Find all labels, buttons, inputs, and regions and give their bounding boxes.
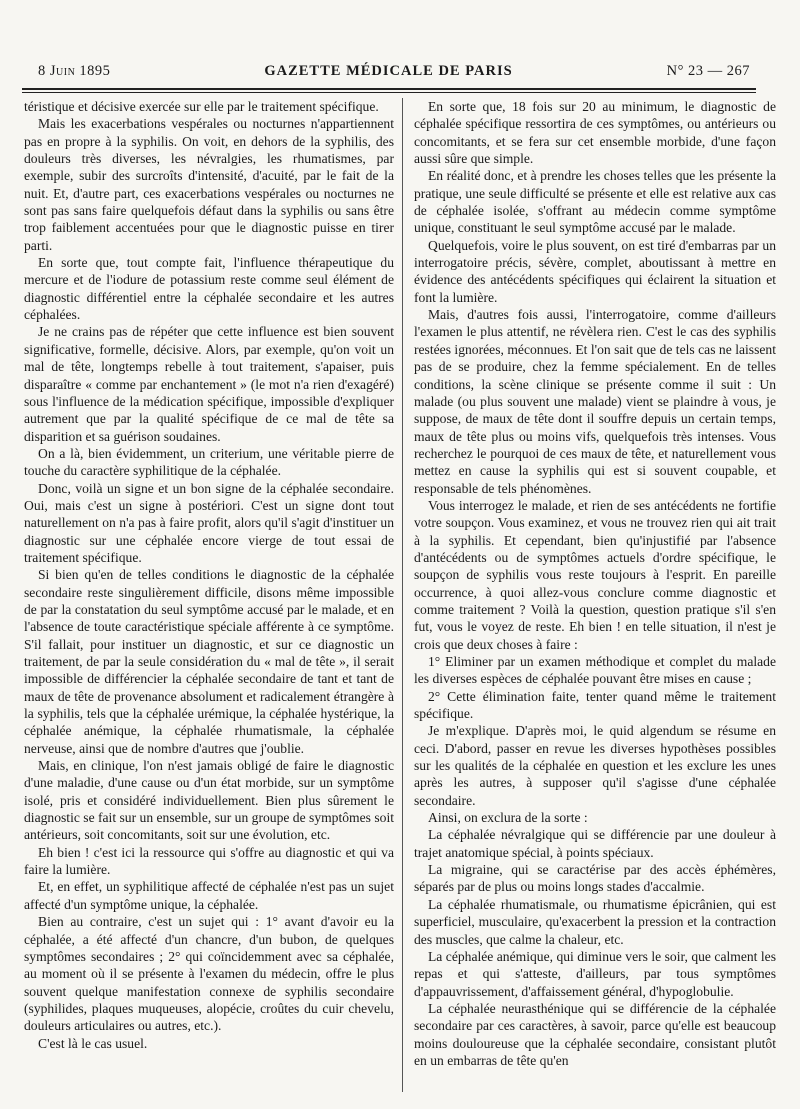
right-column [414,98,776,1069]
paragraph: 2° Cette élimination faite, tenter quand même le traitement spécifique. [414,688,776,722]
paragraph: Ainsi, on exclura de la sorte : [428,810,588,826]
header-date: 8 Juin 1895 [38,62,111,79]
paragraph: Eh bien ! c'est ici la ressource qui s'offre au diagnostic et qui va faire la lumière. [24,844,394,878]
paragraph: La céphalée neurasthénique qui se différencie de la céphalée secondaire par ces caractères, à savoir, parce qu'elle est beaucoup moins douloureuse que la céphalée secondaire, consistant plutôt en un embarras de tête qu'en [414,1000,776,1068]
paragraph: La céphalée rhumatismale, ou rhumatisme épicrânien, qui est superficiel, musculaire, qu'exacerbent la pression et la contraction des muscles, que calme la chaleur, etc. [414,896,776,947]
left-column [24,98,394,1052]
page-header [38,58,750,84]
paragraph: téristique et décisive exercée sur elle par le traitement spécifique. [24,99,379,114]
column-divider [402,98,403,1092]
paragraph: Je m'explique. D'après moi, le quid algendum se résume en ceci. D'abord, passer en revue les diverses hypothèses possibles sur les qualités de la céphalée en question et les exclure les unes après les autres, à supposer qu'il s'agisse d'une céphalée secondaire. [414,723,776,808]
paragraph: Mais les exacerbations vespérales ou nocturnes n'appartiennent pas en propre à la syphilis. On voit, en dehors de la syphilis, des douleurs très diverses, les névralgies, les rhumatismes, par exemple, subir des surcroîts d'intensité, d'acuité, par le fait de la nuit. Et, d'autre part, ces exacerbations vespérales ou nocturnes ne sont pas sans faire quelquefois défaut dans la syphilis ou sans être trop faiblement accentuées pour que le diagnostic puisse en tirer parti. [24,116,394,253]
paragraph: Donc, voilà un signe et un bon signe de la céphalée secondaire. Oui, mais c'est un signe à postériori. C'est un signe dont tout naturellement on n'a pas à faire profit, alors qu'il s'agit d'instituer un diagnostic sur une céphalée encore vierge de tout essai de traitement spécifique. [24,480,394,565]
paragraph: La migraine, qui se caractérise par des accès éphémères, séparés par de plus ou moins longs stades d'accalmie. [414,862,776,895]
issue-number: N° 23 — 267 [666,62,750,79]
paragraph: On a là, bien évidemment, un criterium, une véritable pierre de touche du caractère syphilitique de la céphalée. [24,445,394,479]
paragraph: La céphalée anémique, qui diminue vers le soir, que calment les repas et qui s'atteste, d'ailleurs, par tous symptômes d'appauvrissement, d'affaissement général, d'hypoglobulie. [414,948,776,999]
paragraph: Si bien qu'en de telles conditions le diagnostic de la céphalée secondaire reste singulièrement difficile, disons même impossible de par la constatation du seul symptôme accusé par le malade, et en l'absence de toute caractéristique spéciale afférente à ce symptôme. S'il fallait, pour instituer un diagnostic, et sur ce diagnostic un traitement, de par la seule considération du « mal de tête », il serait impossible de différencier la céphalée secondaire de tant et tant de maux de tête de provenance absolument et radicalement étrangère à la syphilis, tels que la céphalée urémique, la céphalée hystérique, la céphalée anémique, la céphalée rhumatismale, la céphalée nerveuse, ainsi que de nombre d'autres que j'oublie. [24,567,394,756]
paragraph: C'est là le cas usuel. [38,1035,148,1051]
paragraph: En sorte que, tout compte fait, l'influence thérapeutique du mercure et de l'iodure de potassium reste comme seul élément de diagnostic différentiel entre la céphalée secondaire et les autres céphalées. [24,255,394,323]
paragraph: Mais, d'autres fois aussi, l'interrogatoire, comme d'ailleurs l'examen le plus attentif, ne révèlera rien. C'est le cas des syphilis restées ignorées, méconnues. Et l'on sait que de tels cas ne laissent pas de se produire, chez la femme spécialement. En de telles conditions, la scène clinique se présente comme il suit : Un malade (ou plus souvent une malade) vient se plaindre à vous, je suppose, de maux de tête dont il souffre depuis un certain temps, maux de tête plus ou moins vifs, quelquefois très intenses. Vous recherchez le pourquoi de ces maux de tête, et naturellement vous mettez en cause la syphilis qui est si souvent coupable, et responsable de tels phénomènes. [414,307,776,496]
paragraph: 1° Eliminer par un examen méthodique et complet du malade les diverses espèces de céphalée pouvant être mises en cause ; [414,654,776,687]
paragraph: Je ne crains pas de répéter que cette influence est bien souvent significative, formelle, décisive. Alors, par exemple, qu'on voit un mal de tête, longtemps rebelle à tout traitement, s'apaiser, puis disparaître « comme par enchantement » (le mot n'a rien d'exagéré) sous l'influence de la médication spécifique, impossible d'expliquer autrement que par la qualité spécifique de ce mal de tête sa disparition et sa guérison soudaines. [24,324,394,444]
header-rule [22,88,756,93]
paragraph: Vous interrogez le malade, et rien de ses antécédents ne fortifie votre soupçon. Vous examinez, et vous ne trouvez rien qui ait trait à la syphilis. Et cependant, bien qu'injustifié par l'absence d'antécédents ou de symptômes actuels d'ordre spécifique, le soupçon de syphilis vous reste toujours à l'esprit. En pareille occurrence, à quoi allez-vous conclure comme diagnostic et comme traitement ? Voilà la question, question pratique s'il s'en fut, vous le voyez de reste. Eh bien ! en telle situation, il n'est je crois que deux choses à faire : [414,497,776,652]
paragraph: Mais, en clinique, l'on n'est jamais obligé de faire le diagnostic d'une maladie, d'une cause ou d'un état morbide, sur un symptôme isolé, pris et considéré individuellement. Bien plus sûrement le diagnostic se fait sur un ensemble, sur un groupe de symptômes soit antérieurs, soit concomitants, soit sur une évolution, etc. [24,758,394,843]
paragraph: En réalité donc, et à prendre les choses telles que les présente la pratique, une seule difficulté se présente et elle est relative aux cas de céphalée isolée, s'offrant au médecin comme symptôme unique, constituant le seul symptôme accusé par le malade. [414,168,776,236]
journal-title: GAZETTE MÉDICALE DE PARIS [264,62,513,79]
paragraph: Et, en effet, un syphilitique affecté de céphalée n'est pas un sujet affecté d'un symptôme unique, la céphalée. [24,879,394,912]
paragraph: Quelquefois, voire le plus souvent, on est tiré d'embarras par un interrogatoire précis, sévère, complet, aboutissant à mettre en évidence des antécédents spécifiques qui éclairent la situation et font la lumière. [414,237,776,305]
paragraph: En sorte que, 18 fois sur 20 au minimum, le diagnostic de céphalée spécifique ressortira de ces symptômes, ou antérieurs ou concomitants, et se fera sur cet ensemble morbide, d'une façon aussi sûre que simple. [414,99,776,167]
paragraph: La céphalée névralgique qui se différencie par une douleur à trajet anatomique spécial, à points spéciaux. [414,827,776,860]
paragraph: Bien au contraire, c'est un sujet qui : 1° avant d'avoir eu la céphalée, a été affecté d'un chancre, d'un bubon, de quelques symptômes secondaires ; 2° qui coïncidemment avec sa céphalée, au moment où il se présente à l'examen du médecin, offre le plus souvent quelque manifestation connexe de syphilis secondaire (syphilides, plaques muqueuses, alopécie, croûtes du cuir chevelu, douleurs articulaires ou autres, etc.). [24,914,394,1034]
